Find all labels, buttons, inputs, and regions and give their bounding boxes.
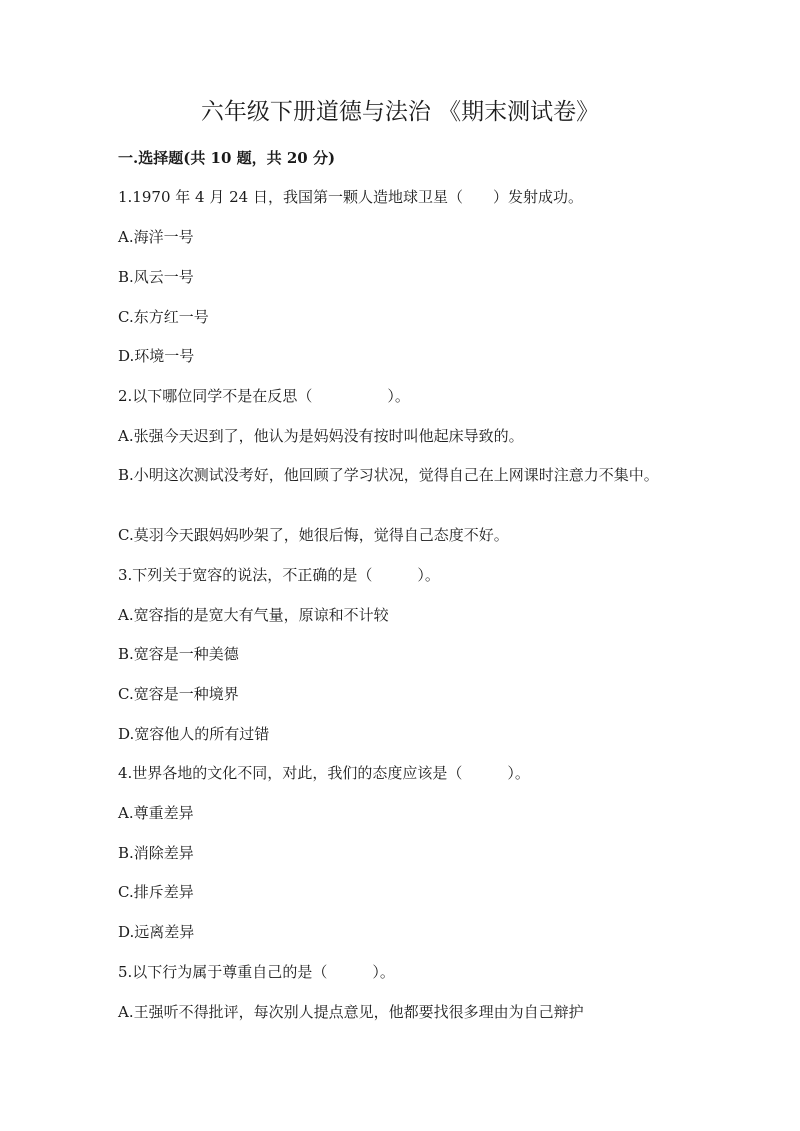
page-title: 六年级下册道德与法治 《期末测试卷》 — [200, 99, 600, 125]
question-1-option-c: C.东方红一号 — [118, 308, 209, 326]
question-4-option-d: D.远离差异 — [118, 923, 195, 941]
question-2-option-a: A.张强今天迟到了，他认为是妈妈没有按时叫他起床导致的。 — [118, 427, 524, 445]
question-4-option-b: B.消除差异 — [118, 844, 194, 862]
question-4-option-c: C.排斥差异 — [118, 883, 194, 901]
question-3-option-a: A.宽容指的是宽大有气量，原谅和不计较 — [118, 606, 389, 624]
section-heading: 一.选择题(共 10 题，共 20 分) — [118, 149, 336, 167]
question-4-option-a: A.尊重差异 — [118, 804, 194, 822]
question-3-option-b: B.宽容是一种美德 — [118, 645, 239, 663]
question-2-option-c: C.莫羽今天跟妈妈吵架了，她很后悔，觉得自己态度不好。 — [118, 526, 509, 544]
question-3-stem: 3.下列关于宽容的说法，不正确的是（ ）。 — [118, 566, 440, 584]
question-4-stem: 4.世界各地的文化不同，对此，我们的态度应该是（ ）。 — [118, 764, 530, 782]
question-2-option-b: B.小明这次测试没考好，他回顾了学习状况，觉得自己在上网课时注意力不集中。 — [118, 466, 659, 484]
question-1-option-b: B.风云一号 — [118, 268, 194, 286]
question-3-option-c: C.宽容是一种境界 — [118, 685, 239, 703]
question-2-stem: 2.以下哪位同学不是在反思（ ）。 — [118, 387, 410, 405]
question-1-option-a: A.海洋一号 — [118, 228, 194, 246]
question-3-option-d: D.宽容他人的所有过错 — [118, 725, 270, 743]
question-5-option-a: A.王强听不得批评，每次别人提点意见，他都要找很多理由为自己辩护 — [118, 1003, 584, 1021]
question-1-stem: 1.1970 年 4 月 24 日，我国第一颗人造地球卫星（ ）发射成功。 — [118, 188, 583, 206]
question-1-option-d: D.环境一号 — [118, 347, 195, 365]
question-5-stem: 5.以下行为属于尊重自己的是（ ）。 — [118, 963, 395, 981]
